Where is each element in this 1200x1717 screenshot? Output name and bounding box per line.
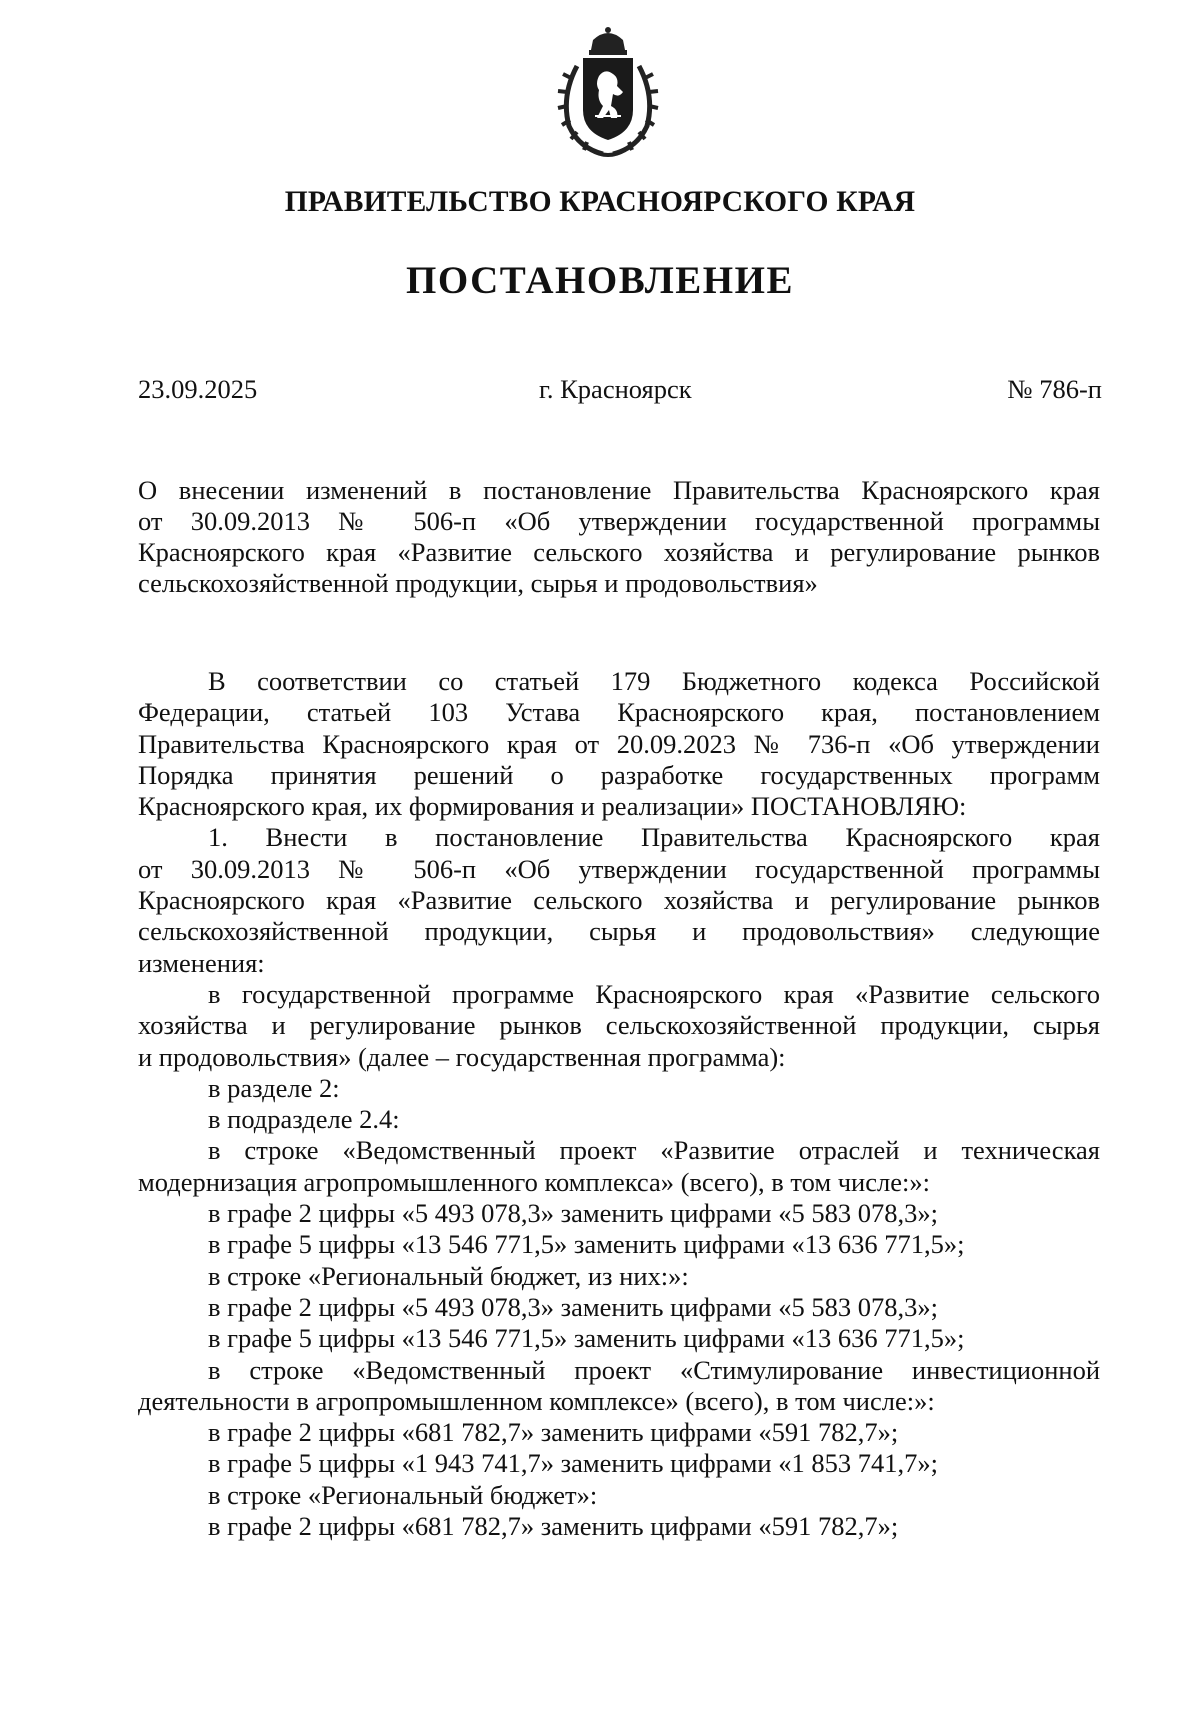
body-line: в разделе 2: [208,1072,340,1103]
body-line: в государственной программе Красноярского края «Развитие сельского [208,978,1100,1009]
body-line: Правительства Красноярского края от 20.09.2023 № 736-п «Об утверждении [138,728,1100,759]
body-line: в графе 5 цифры «13 546 771,5» заменить цифрами «13 636 771,5»; [208,1323,965,1354]
body-line: от 30.09.2013 № 506-п «Об утверждении государственной программы [138,853,1100,884]
body-line: в подразделе 2.4: [208,1104,400,1135]
body-line: в графе 2 цифры «5 493 078,3» заменить цифрами «5 583 078,3»; [208,1198,938,1229]
document-type-title: ПОСТАНОВЛЕНИЕ [405,259,794,302]
body-line: В соответствии со статьей 179 Бюджетного кодекса Российской [208,666,1100,696]
document-date: 23.09.2025 [138,374,258,404]
body-line: и продовольствия» (далее – государственная программа): [138,1041,786,1072]
document-city: г. Красноярск [539,374,692,404]
body-line: Красноярского края «Развитие сельского хозяйства и регулирование рынков [138,885,1100,916]
coat-of-arms-emblem [555,26,661,159]
body-line: модернизация агропромышленного комплекса» (всего), в том числе:»: [138,1166,930,1197]
document-subject [138,475,1100,599]
body-line: 1. Внести в постановление Правительства Красноярского края [208,822,1100,853]
document-body [138,666,1100,1542]
body-line: в графе 5 цифры «13 546 771,5» заменить цифрами «13 636 771,5»; [208,1229,965,1260]
body-line: в строке «Региональный бюджет, из них:»: [208,1260,689,1291]
body-line: деятельности в агропромышленном комплексе» (всего), в том числе:»: [138,1385,935,1416]
body-line: в строке «Региональный бюджет»: [208,1479,598,1510]
body-line: в графе 2 цифры «5 493 078,3» заменить цифрами «5 583 078,3»; [208,1291,938,1322]
subject-line: О внесении изменений в постановление Правительства Красноярского края [138,475,1100,505]
document-number: № 786-п [1007,374,1102,404]
subject-line: от 30.09.2013 № 506-п «Об утверждении государственной программы [138,506,1100,536]
organization-title: ПРАВИТЕЛЬСТВО КРАСНОЯРСКОГО КРАЯ [284,186,916,218]
body-line: сельскохозяйственной продукции, сырья и продовольствия» следующие [138,916,1100,947]
body-line: Порядка принятия решений о разработке государственных программ [138,759,1100,790]
body-line: Федерации, статьей 103 Устава Красноярского края, постановлением [138,697,1100,728]
body-line: Красноярского края, их формирования и реализации» ПОСТАНОВЛЯЮ: [138,791,967,822]
subject-line: сельскохозяйственной продукции, сырья и продовольствия» [138,568,818,598]
body-line: в графе 5 цифры «1 943 741,7» заменить цифрами «1 853 741,7»; [208,1448,938,1479]
subject-line: Красноярского края «Развитие сельского хозяйства и регулирование рынков [138,537,1100,567]
body-line: хозяйства и регулирование рынков сельскохозяйственной продукции, сырья [138,1010,1100,1041]
body-line: в строке «Ведомственный проект «Стимулирование инвестиционной [208,1354,1100,1385]
body-line: в строке «Ведомственный проект «Развитие отраслей и техническая [208,1135,1100,1166]
body-line: изменения: [138,947,265,978]
body-line: в графе 2 цифры «681 782,7» заменить цифрами «591 782,7»; [208,1417,899,1448]
body-line: в графе 2 цифры «681 782,7» заменить цифрами «591 782,7»; [208,1511,899,1542]
